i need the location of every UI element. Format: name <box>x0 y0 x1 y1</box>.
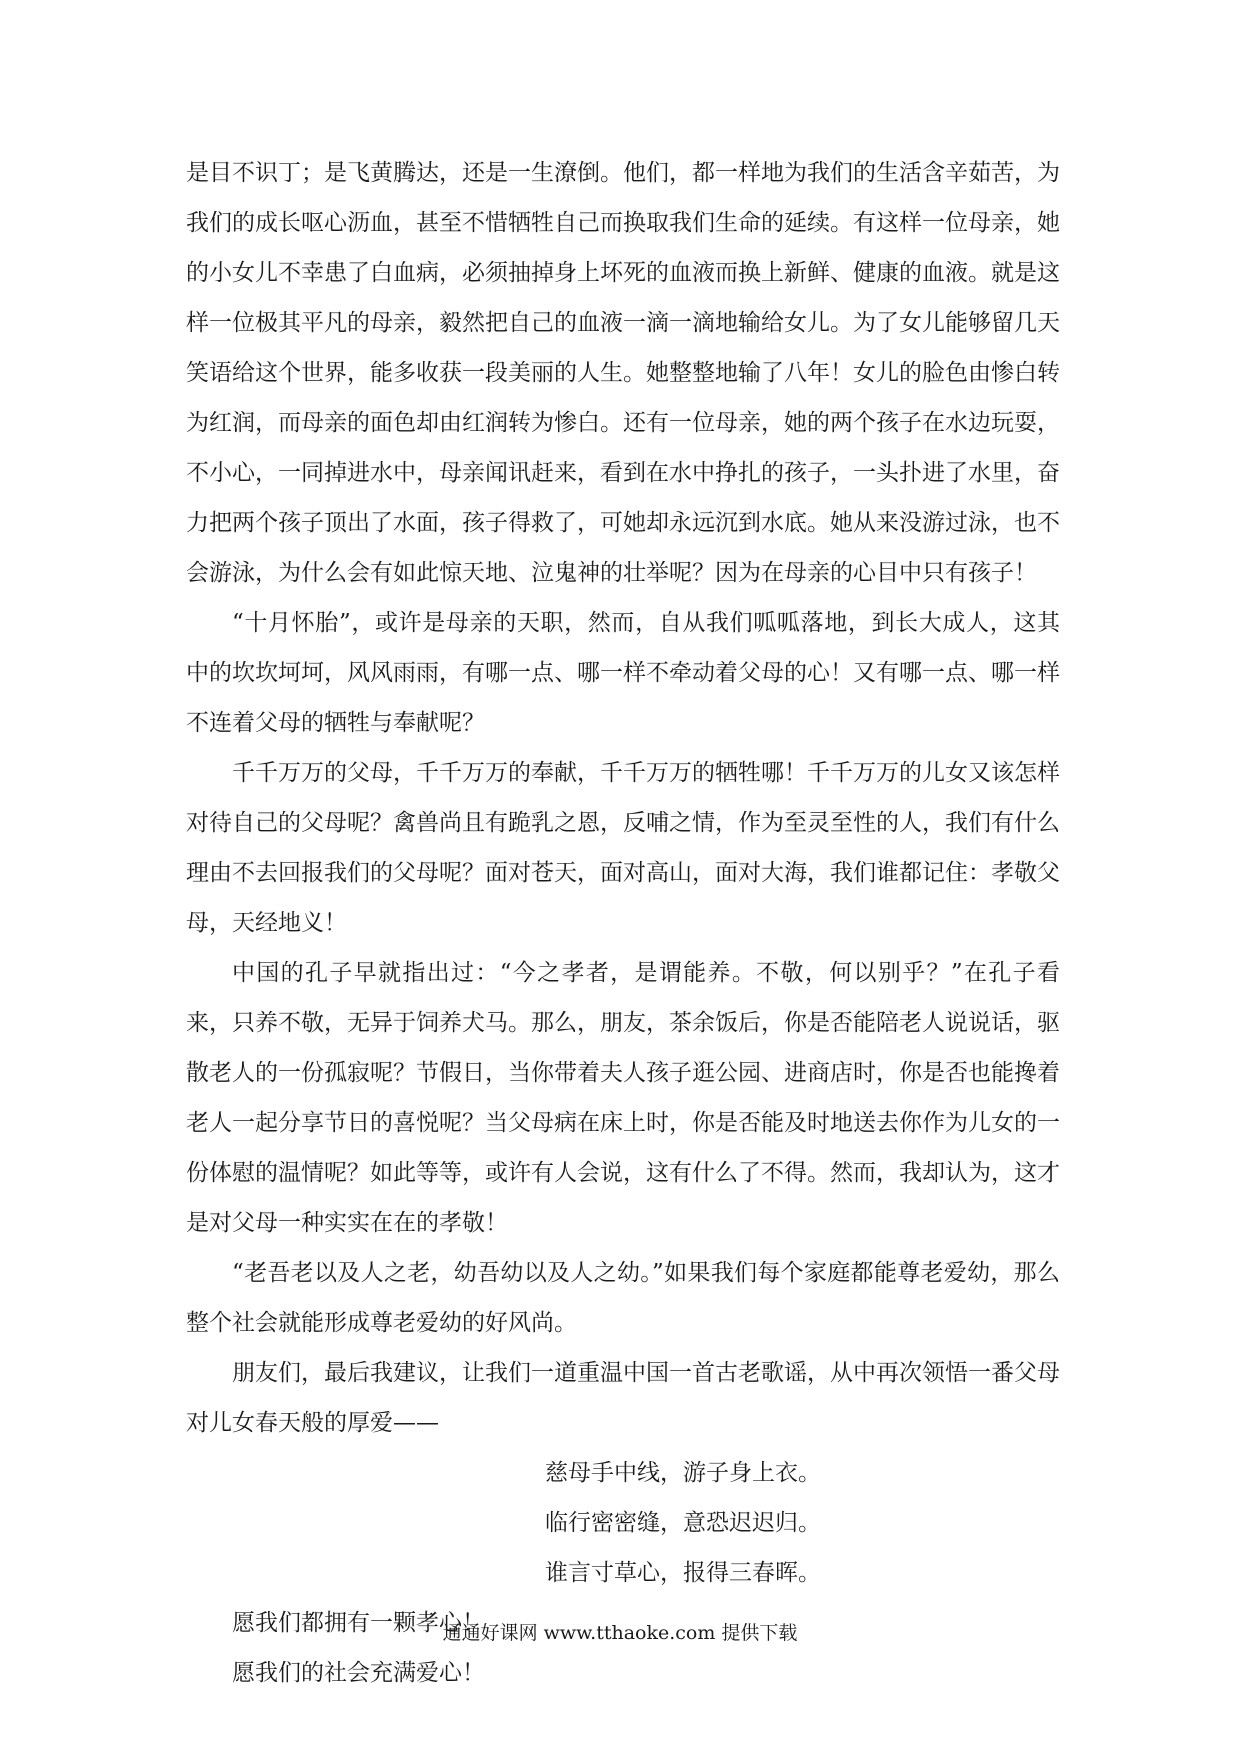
closing-line: 愿我们的社会充满爱心！ <box>232 1660 485 1686</box>
page-footer: 通通好课网 www.tthaoke.com 提供下载 <box>442 1622 798 1644</box>
paragraph-mothers-sacrifice: 是目不识丁；是飞黄腾达，还是一生潦倒。他们，都一样地为我们的生活含辛茹苦，为我们的成长呕心沥血，甚至不惜牺牲自己而换取我们生命的延续。有这样一位母亲，她的小女儿不幸患了白血病，必须抽掉身上坏死的血液而换上新鲜、健康的血液。就是这样一位极其平凡的母亲，毅然把自己的血液一滴一滴地输给女儿。为了女儿能够留几天笑语给这个世界，能多收获一段美丽的人生。她整整地输了八年！女儿的脸色由惨白转为红润，而母亲的面色却由红润转为惨白。还有一位母亲，她的两个孩子在水边玩耍，不小心，一同掉进水中，母亲闻讯赶来，看到在水中挣扎的孩子，一头扑进了水里，奋力把两个孩子顶出了水面，孩子得救了，可她却永远沉到水底。她从来没游过泳，也不会游泳，为什么会有如此惊天地、泣鬼神的壮举呢？因为在母亲的心目中只有孩子！ <box>186 160 1060 586</box>
paragraph-confucius: 中国的孔子早就指出过：“今之孝者，是谓能养。不敬，何以别乎？”在孔子看来，只养不敬，无异于饲养犬马。那么，朋友，茶余饭后，你是否能陪老人说说话，驱散老人的一份孤寂呢？节假日，当你带着夫人孩子逛公园、进商店时，你是否也能搀着老人一起分享节日的喜悦呢？当父母病在床上时，你是否能及时地送去你作为儿女的一份体慰的温情呢？如此等等，或许有人会说，这有什么了不得。然而，我却认为，这才是对父母一种实实在在的孝敬！ <box>186 960 1060 1236</box>
poem-line: 临行密密缝，意恐迟迟归。 <box>545 1510 821 1536</box>
paragraph-proposal: 朋友们，最后我建议，让我们一道重温中国一首古老歌谣，从中再次领悟一番父母对儿女春天般的厚爱—— <box>186 1360 1060 1436</box>
poem <box>186 1448 1060 1598</box>
paragraph-respect-elders: “老吾老以及人之老，幼吾幼以及人之幼。”如果我们每个家庭都能尊老爱幼，那么整个社会就能形成尊老爱幼的好风尚。 <box>186 1260 1060 1336</box>
paragraph-ten-months: “十月怀胎”，或许是母亲的天职，然而，自从我们呱呱落地，到长大成人，这其中的坎坎坷坷，风风雨雨，有哪一点、哪一样不牵动着父母的心！又有哪一点、哪一样不连着父母的牺牲与奉献呢？ <box>186 610 1060 736</box>
poem-line: 慈母手中线，游子身上衣。 <box>545 1460 821 1486</box>
closing-line: 愿我们都拥有一颗孝心！ <box>232 1610 485 1636</box>
paragraph-countless-parents: 千千万万的父母，千千万万的奉献，千千万万的牺牲哪！千千万万的儿女又该怎样对待自己的父母呢？禽兽尚且有跪乳之恩，反哺之情，作为至灵至性的人，我们有什么理由不去回报我们的父母呢？面对苍天，面对高山，面对大海，我们谁都记住：孝敬父母，天经地义！ <box>186 760 1060 936</box>
speech-body <box>186 148 1060 1698</box>
poem-line: 谁言寸草心，报得三春晖。 <box>545 1560 821 1586</box>
